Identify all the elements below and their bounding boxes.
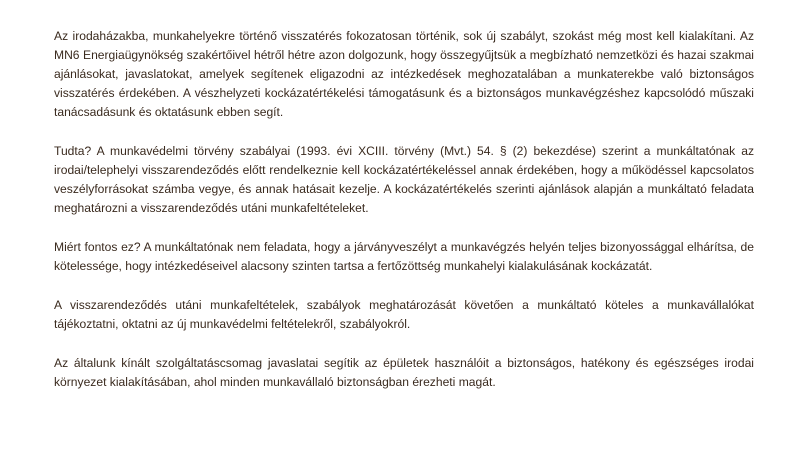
paragraph-did-you-know: Tudta? A munkavédelmi törvény szabályai (1993. évi XCIII. törvény (Mvt.) 54. § (2) bekezdése) szerint a munkáltatónak az irodai/telephelyi visszarendeződés előtt rendelkeznie kell kockázatértékeléssel annak érdekében, hogy a működéssel kapcsolatos veszélyforrásokat számba vegye, és annak hatásait kezelje. A kockázatértékelés szerinti ajánlások alapján a munkáltató feladata meghatározni a visszarendeződés utáni munkafeltételeket.	[54, 144, 754, 215]
paragraph-return-to-office: Az irodaházakba, munkahelyekre történő visszatérés fokozatosan történik, sok új szabályt, szokást még most kell kialakítani. Az MN6 Energiaügynökség szakértőivel hétről hétre azon dolgozunk, hogy összegyűjtsük a megbízható nemzetközi és hazai szakmai ajánlásokat, javaslatokat, amelyek segítenek eligazodni az intézkedések meghozatalában a munkaterekbe való biztonságos visszatérés érdekében. A vészhelyzeti kockázatértékelési támogatásunk és a biztonságos munkavégzéshez kapcsolódó műszaki tanácsadásunk és oktatásunk ebben segít.	[54, 29, 754, 119]
paragraph-why-important: Miért fontos ez? A munkáltatónak nem feladata, hogy a járványveszélyt a munkavégzés helyén teljes bizonyossággal elhárítsa, de kötelessége, hogy intézkedéseivel alacsony szinten tartsa a fertőzöttség munkahelyi kialakulásának kockázatát.	[54, 240, 754, 273]
paragraph-service-package: Az általunk kínált szolgáltatáscsomag javaslatai segítik az épületek használóit a biztonságos, hatékony és egészséges irodai környezet kialakításában, ahol minden munkavállaló biztonságban érezheti magát.	[54, 356, 754, 389]
text-body	[54, 27, 754, 392]
paragraph-employer-obligations: A visszarendeződés utáni munkafeltételek, szabályok meghatározását követően a munkáltató köteles a munkavállalókat tájékoztatni, oktatni az új munkavédelmi feltételekről, szabályokról.	[54, 298, 754, 331]
